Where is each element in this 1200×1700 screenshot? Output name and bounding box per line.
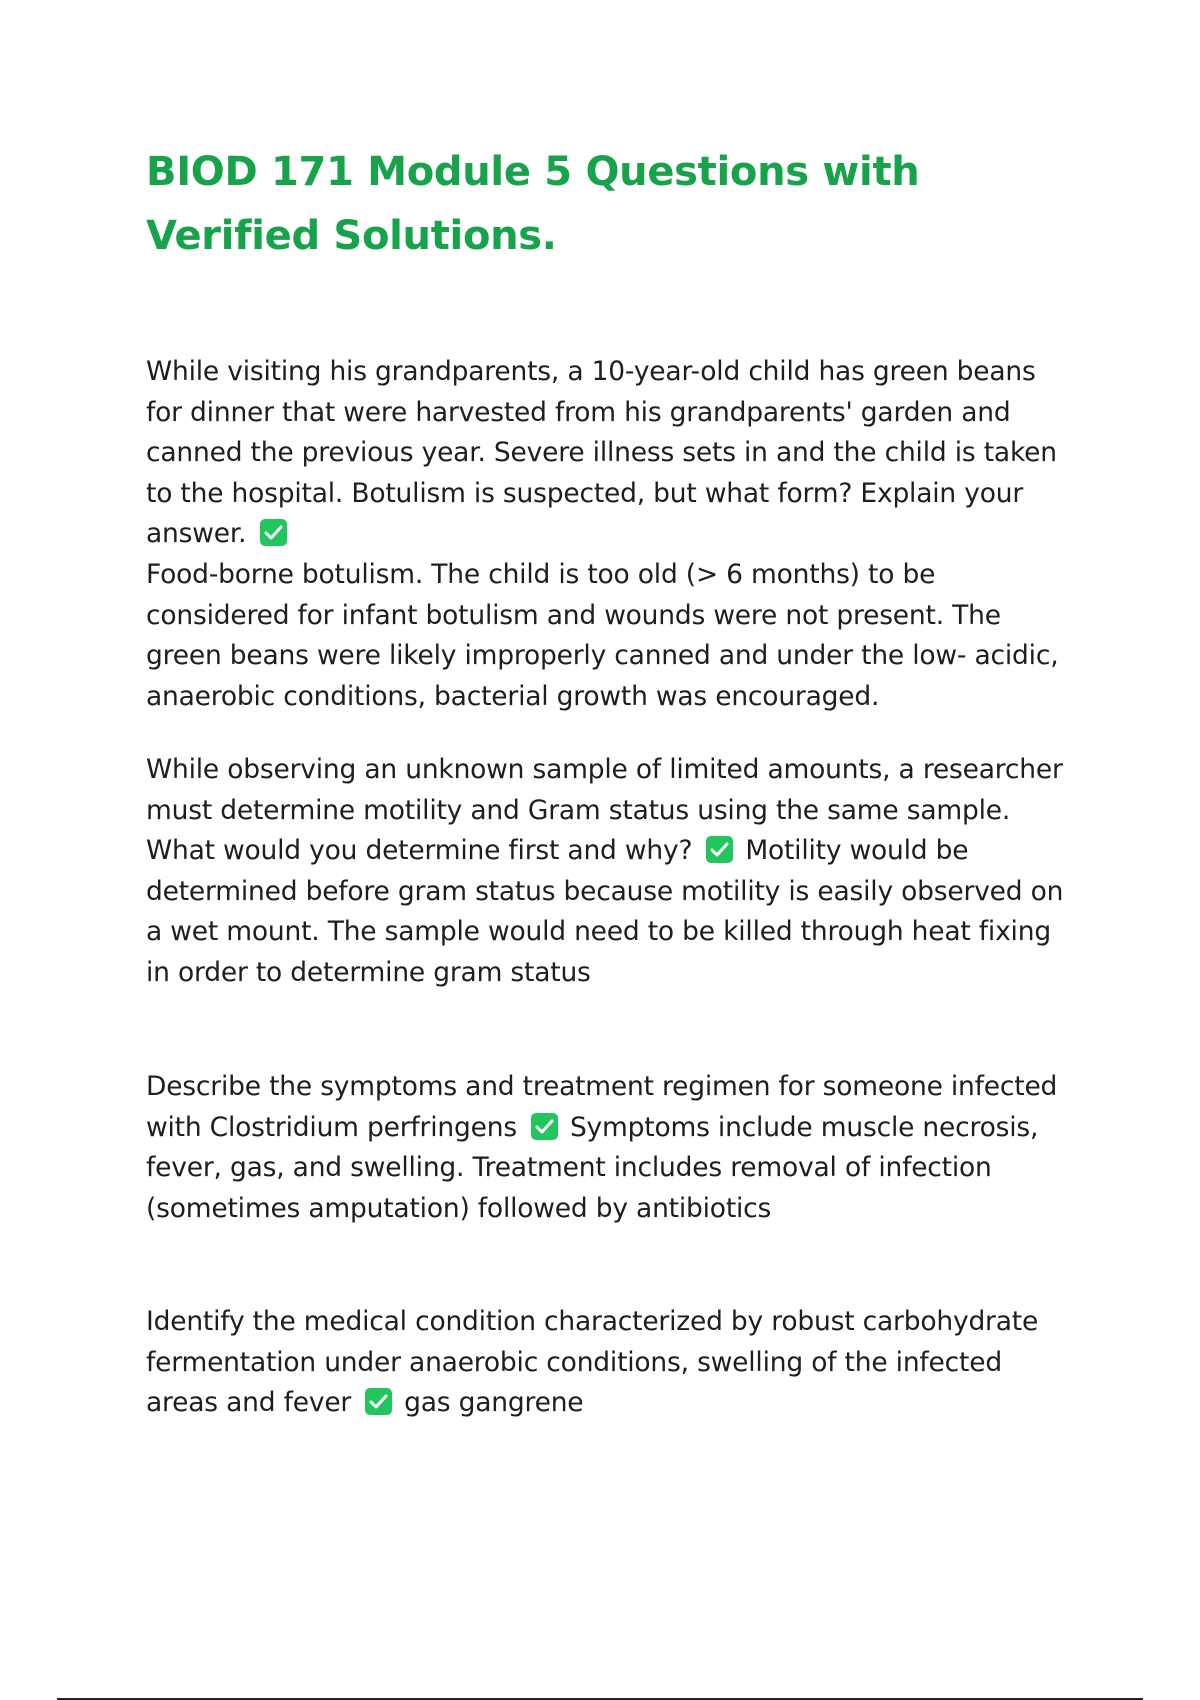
check-box-icon [531, 1113, 558, 1140]
qa-item [146, 1302, 1076, 1424]
answer-text: Food-borne botulism. The child is too old (> 6 months) to be considered for infant botulism and wounds were not present. The green beans were likely improperly canned and under the low- acidic, anaerobic conditions, bacterial growth was encouraged. [146, 558, 1059, 712]
qa-item [146, 750, 1076, 994]
question-text: Identify the medical condition characterized by robust carbohydrate fermentation under anaerobic conditions, swelling of the infected areas and fever [146, 1306, 1039, 1419]
qa-item [146, 352, 1076, 717]
question-text: While visiting his grandparents, a 10-year-old child has green beans for dinner that were harvested from his grandparents' garden and canned the previous year. Severe illness sets in and the child is taken to the hospital. Botulism is suspected, but what form? Explain your answer. [146, 356, 1057, 550]
question-text: Describe the symptoms and treatment regimen for someone infected with Clostridium perfringens [146, 1071, 1058, 1143]
check-box-icon [260, 519, 287, 546]
document-title: BIOD 171 Module 5 Questions with Verified Solutions. [146, 149, 920, 259]
answer-text: Symptoms include muscle necrosis, fever, gas, and swelling. Treatment includes removal of infection (sometimes amputation) followed by antibiotics [146, 1111, 1039, 1224]
check-box-icon [365, 1388, 392, 1415]
question-text: While observing an unknown sample of limited amounts, a researcher must determine motility and Gram status using the same sample. What would you determine first and why? [146, 754, 1063, 867]
qa-item [146, 1067, 1076, 1229]
document-page [146, 140, 1076, 1419]
answer-text: Motility would be determined before gram status because motility is easily observed on a wet mount. The sample would need to be killed through heat fixing in order to determine gram status [146, 835, 1064, 988]
answer-text: gas gangrene [404, 1387, 584, 1419]
check-box-icon [706, 836, 733, 863]
